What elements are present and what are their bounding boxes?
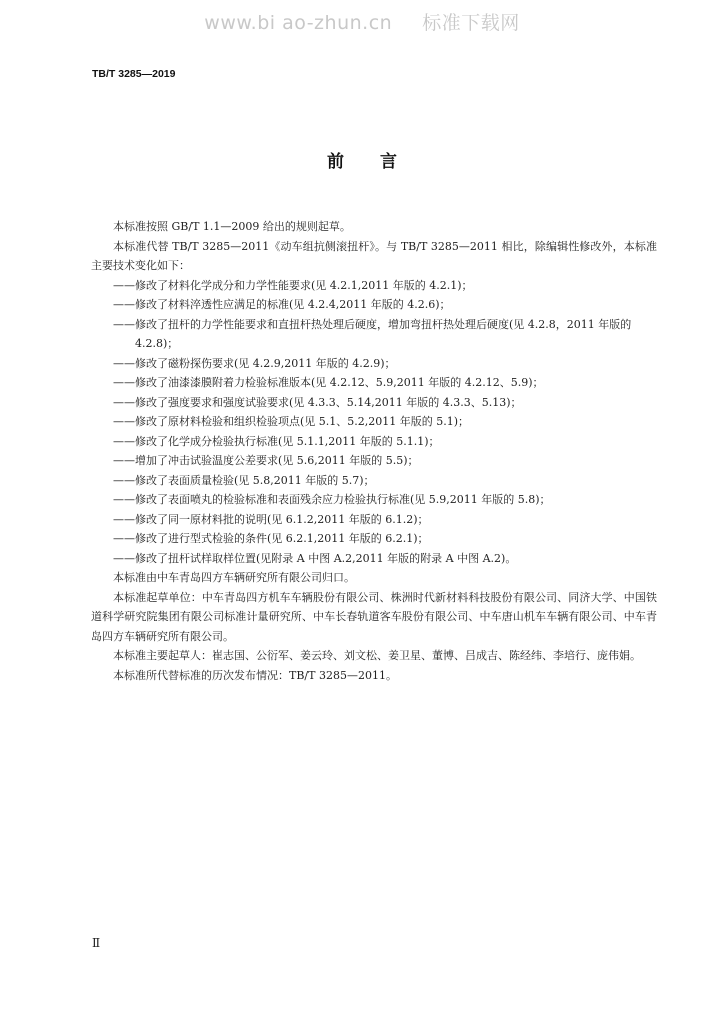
change-item: ——修改了扭杆试样取样位置(见附录 A 中图 A.2,2011 年版的附录 A 中图 A.2)。: [113, 551, 517, 565]
page-number: Ⅱ: [92, 936, 101, 950]
paragraph-replacement: 本标准代替 TB/T 3285—2011《动车组抗侧滚扭杆》。与 TB/T 3285—2011 相比，除编辑性修改外，本标准主要技术变化如下：: [91, 239, 657, 272]
change-item: ——修改了材料淬透性应满足的标准(见 4.2.4,2011 年版的 4.2.6)；: [113, 298, 451, 311]
paragraph-drafting-units: 本标准起草单位：中车青岛四方机车车辆股份有限公司、株洲时代新材料科技股份有限公司、同济大学、中国铁道科学研究院集团有限公司标准计量研究所、中车长春轨道客车股份有限公司、中车唐山机车车辆有限公司、中车青岛四方车辆研究所有限公司。: [91, 590, 657, 643]
change-item: ——修改了原材料检验和组织检验项点(见 5.1、5.2,2011 年版的 5.1)；: [113, 415, 470, 428]
change-item: ——修改了进行型式检验的条件(见 6.2.1,2011 年版的 6.2.1)；: [113, 532, 429, 545]
change-item: ——修改了强度要求和强度试验要求(见 4.3.3、5.14,2011 年版的 4.3.3、5.13)；: [113, 395, 522, 409]
change-item: ——增加了冲击试验温度公差要求(见 5.6,2011 年版的 5.5)；: [113, 454, 419, 467]
change-item: ——修改了化学成分检验执行标准(见 5.1.1,2011 年版的 5.1.1)；: [113, 434, 440, 448]
paragraph-proposer: 本标准由中车青岛四方车辆研究所有限公司归口。: [113, 571, 355, 584]
watermark-site: 标准下载网: [422, 12, 520, 34]
change-item: ——修改了表面喷丸的检验标准和表面残余应力检验执行标准(见 5.9,2011 年版的 5.8)；: [113, 493, 551, 506]
change-item: ——修改了磁粉探伤要求(见 4.2.9,2011 年版的 4.2.9)；: [113, 356, 396, 370]
standard-code: TB/T 3285—2019: [92, 68, 176, 80]
paragraph-drafters: 本标准主要起草人：崔志国、公衍军、姜云玲、刘文松、姜卫星、董博、吕成吉、陈经纬、李培行、庞伟娟。: [113, 649, 641, 662]
page-title: 前言: [327, 152, 433, 172]
change-item: ——修改了油漆漆膜附着力检验标准版本(见 4.2.12、5.9,2011 年版的 4.2.12、5.9)；: [113, 376, 544, 389]
watermark-url: www.bi ao-zhun.cn: [204, 12, 393, 34]
change-item: ——修改了扭杆的力学性能要求和直扭杆热处理后硬度，增加弯扭杆热处理后硬度(见 4.2.8，2011 年版的 4.2.8)；: [113, 317, 632, 350]
paragraph-history: 本标准所代替标准的历次发布情况：TB/T 3285—2011。: [113, 668, 397, 682]
change-item: ——修改了表面质量检验(见 5.8,2011 年版的 5.7)；: [113, 473, 375, 487]
foreword-body: [91, 217, 657, 685]
change-item: ——修改了材料化学成分和力学性能要求(见 4.2.1,2011 年版的 4.2.1)；: [113, 278, 473, 292]
change-item: ——修改了同一原材料批的说明(见 6.1.2,2011 年版的 6.1.2)；: [113, 512, 429, 526]
paragraph-drafting-rules: 本标准按照 GB/T 1.1—2009 给出的规则起草。: [113, 220, 351, 233]
watermark: [0, 8, 724, 35]
